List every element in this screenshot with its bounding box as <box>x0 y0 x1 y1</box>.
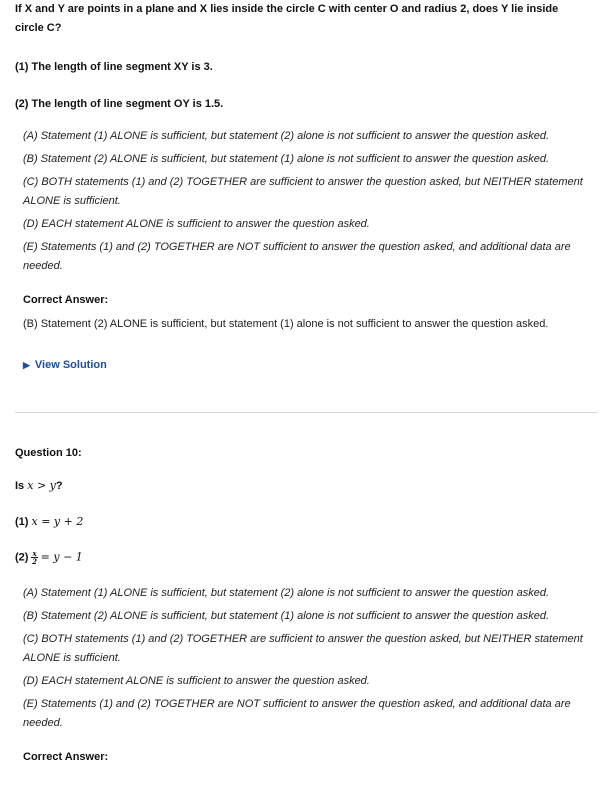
option-b: (B) Statement (2) ALONE is sufficient, but statement (1) alone is not sufficient to answer the question asked. <box>23 153 550 165</box>
statement-1-math: x = y + 2 <box>31 515 84 528</box>
option-a: (A) Statement (1) ALONE is sufficient, but statement (2) alone is not sufficient to answer the question asked. <box>23 130 550 142</box>
question-heading: Question 10: <box>15 447 82 459</box>
option-e: (E) Statements (1) and (2) TOGETHER are NOT sufficient to answer the question asked, and additional data are needed. <box>23 698 571 729</box>
question-prefix: Is <box>15 480 25 492</box>
statement-1 <box>15 515 83 528</box>
option-d: (D) EACH statement ALONE is sufficient to answer the question asked. <box>23 675 370 687</box>
option-d: (D) EACH statement ALONE is sufficient to answer the question asked. <box>23 218 370 230</box>
statement-1: (1) The length of line segment XY is 3. <box>15 61 213 73</box>
option-a: (A) Statement (1) ALONE is sufficient, but statement (2) alone is not sufficient to answer the question asked. <box>23 587 550 599</box>
fraction-denominator: 2 <box>32 557 37 566</box>
view-solution-label: View Solution <box>34 359 107 371</box>
question-suffix: ? <box>55 480 63 492</box>
triangle-right-icon: ▶ <box>23 360 30 370</box>
option-e: (E) Statements (1) and (2) TOGETHER are NOT sufficient to answer the question asked, and additional data are needed. <box>23 241 571 272</box>
divider <box>15 412 598 413</box>
statement-2-math: = y − 1 <box>40 550 83 564</box>
fraction-numerator: x <box>32 549 37 558</box>
question-math: x > y <box>27 479 56 492</box>
statement-1-prefix: (1) <box>15 516 29 528</box>
statement-2: (2) The length of line segment OY is 1.5. <box>15 98 224 110</box>
question-text: If X and Y are points in a plane and X lies inside the circle C with center O and radius 2, does Y lie inside circle C? <box>15 3 559 34</box>
option-c: (C) BOTH statements (1) and (2) TOGETHER are sufficient to answer the question asked, but NEITHER statement ALONE is sufficient. <box>23 633 583 664</box>
correct-answer-label: Correct Answer: <box>23 294 109 306</box>
question-text <box>15 479 63 492</box>
option-c: (C) BOTH statements (1) and (2) TOGETHER are sufficient to answer the question asked, but NEITHER statement ALONE is sufficient. <box>23 176 583 207</box>
view-solution-link[interactable] <box>23 359 107 371</box>
statement-2 <box>15 550 83 565</box>
statement-2-fraction <box>31 550 37 565</box>
correct-answer-label: Correct Answer: <box>23 751 109 763</box>
correct-answer-text: (B) Statement (2) ALONE is sufficient, but statement (1) alone is not sufficient to answer the question asked. <box>23 318 549 330</box>
option-b: (B) Statement (2) ALONE is sufficient, but statement (1) alone is not sufficient to answer the question asked. <box>23 610 550 622</box>
statement-2-prefix: (2) <box>15 551 29 564</box>
